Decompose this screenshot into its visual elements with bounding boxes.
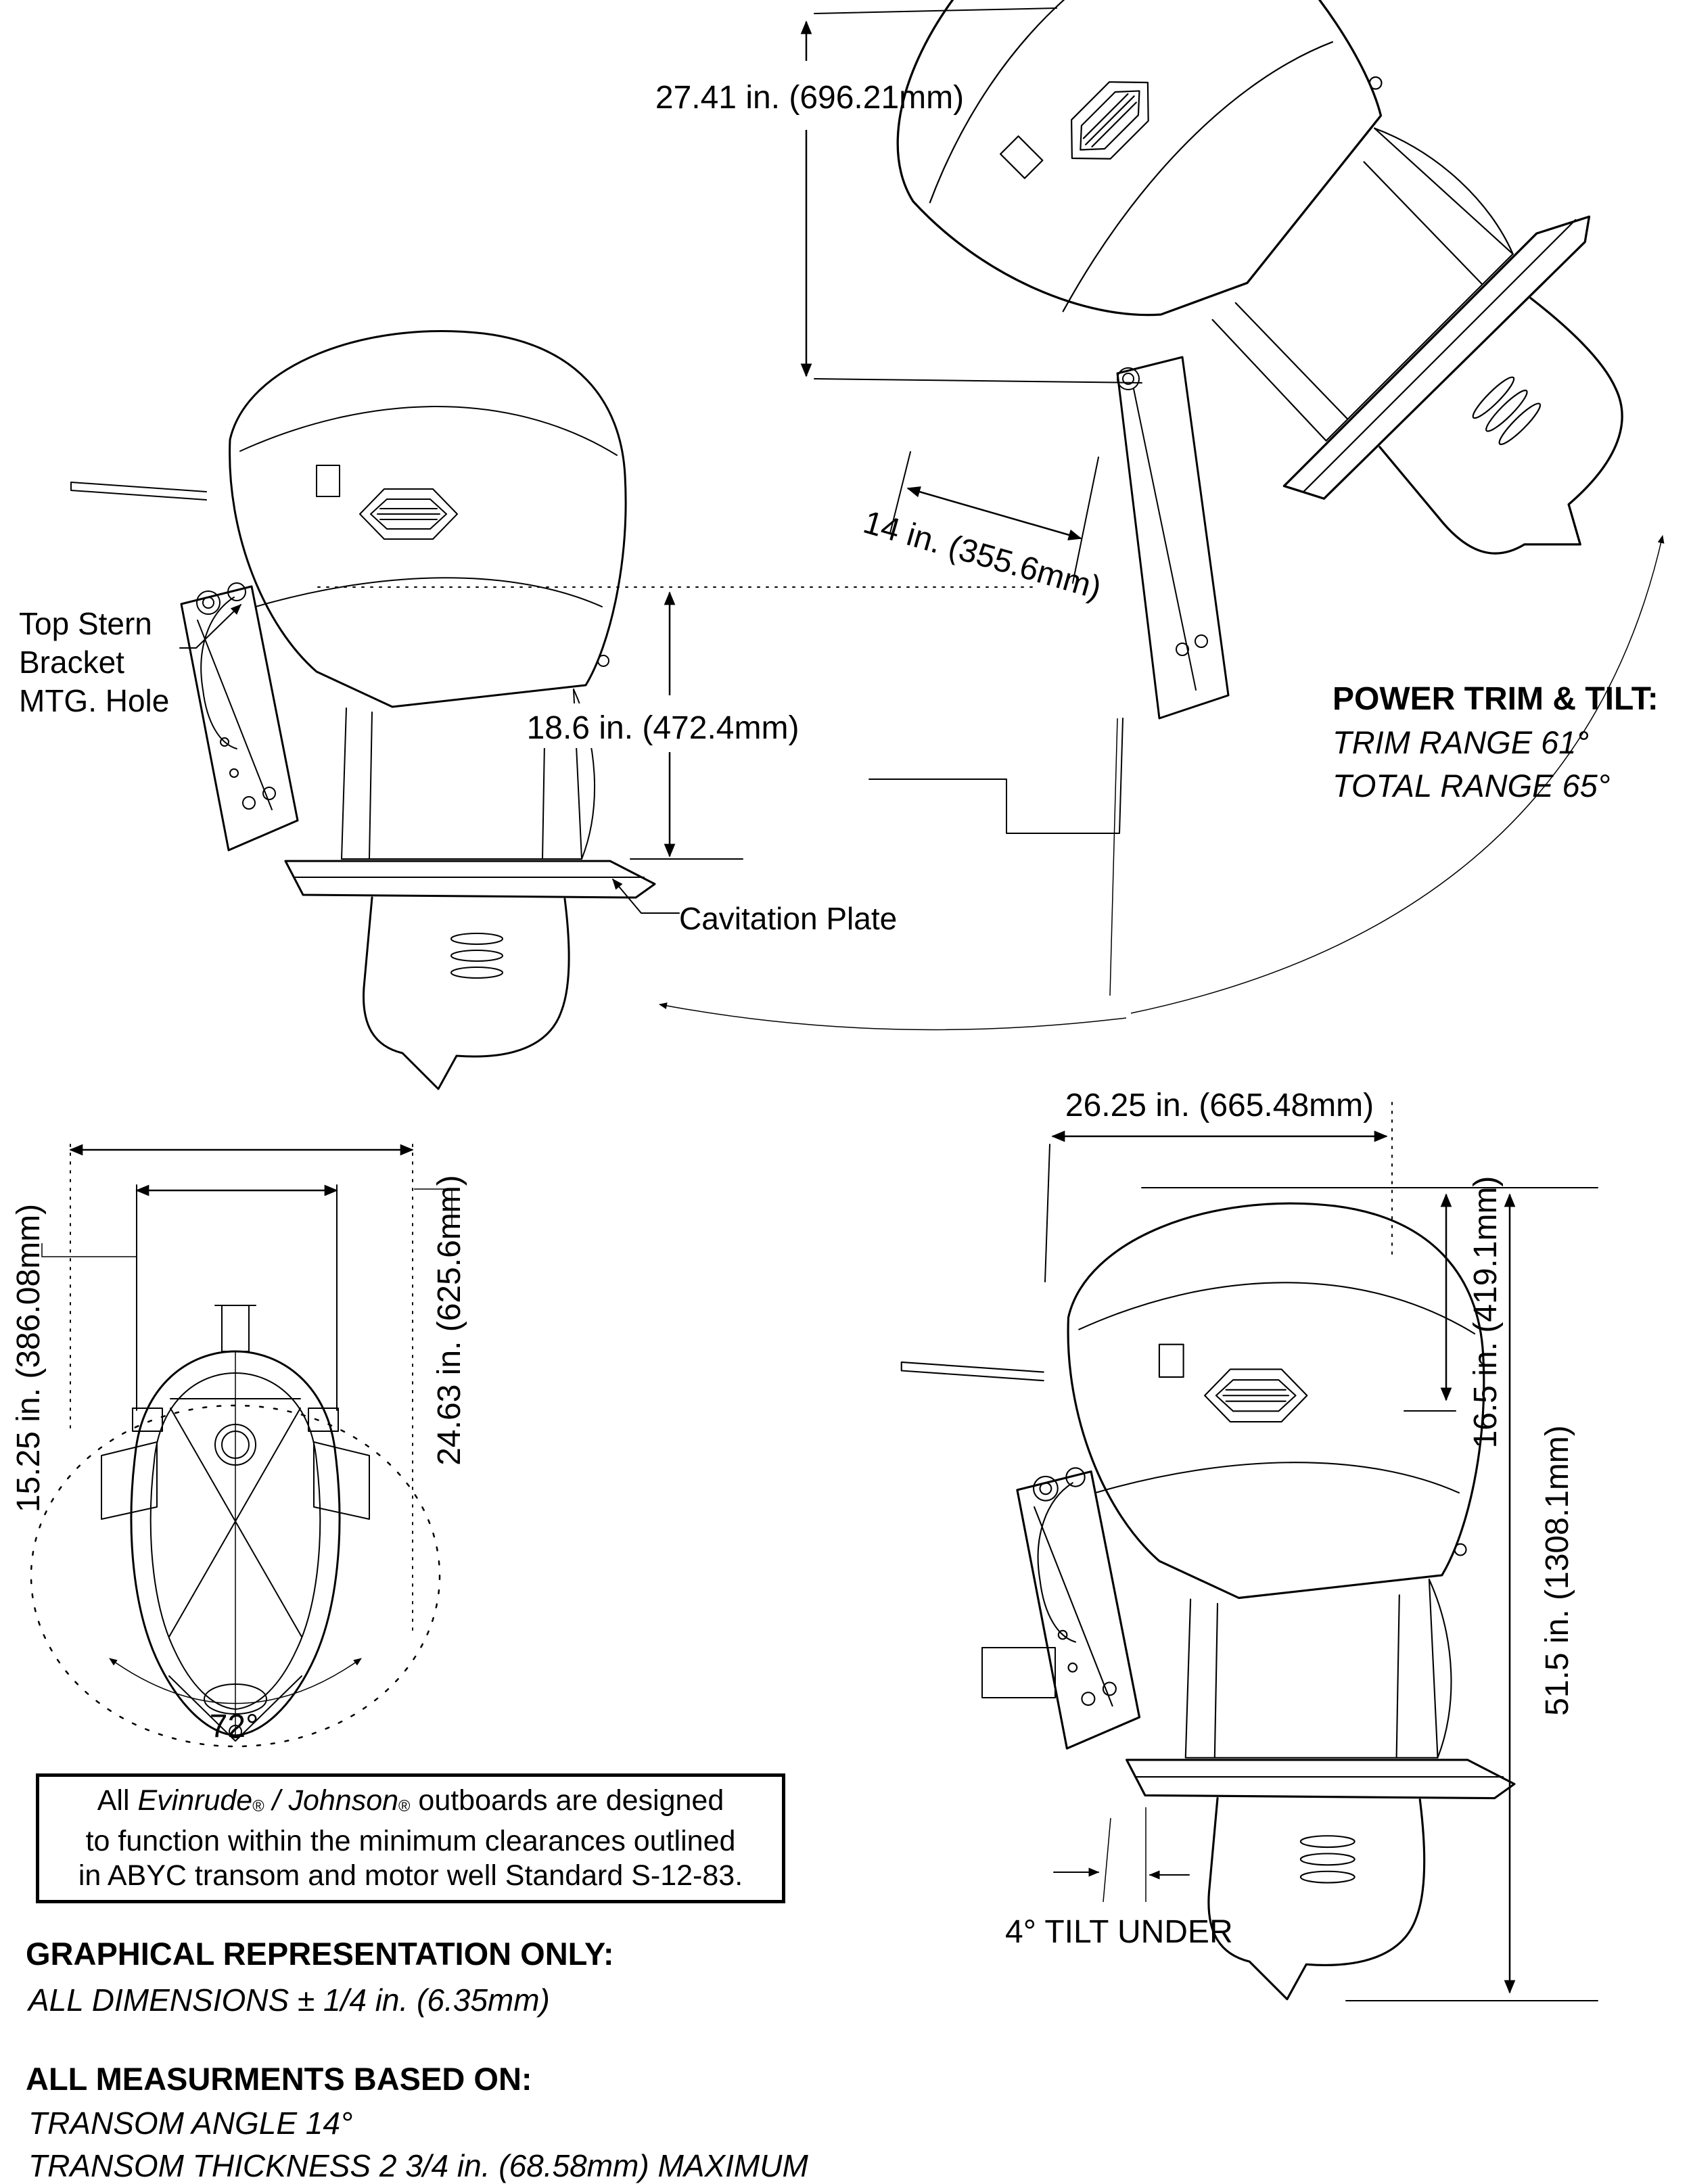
mount-block-left <box>133 1408 162 1431</box>
dim-14-label: 14 in. (355.6mm) <box>859 504 1105 607</box>
steering-shaft <box>222 1305 249 1351</box>
total-range-line: TOTAL RANGE 65° <box>1333 768 1611 804</box>
top-stern-bracket-label-line1: Top Stern <box>19 606 152 641</box>
transom-bracket-vertical <box>1117 357 1228 718</box>
dim-51-5-label: 51.5 in. (1308.1mm) <box>1539 1425 1575 1716</box>
dim-width-label: 15.25 in. (386.08mm) <box>11 1203 47 1513</box>
top-stern-bracket-label <box>19 605 169 720</box>
dim-14-label-group <box>860 505 1105 607</box>
graphical-representation-heading: GRAPHICAL REPRESENTATION ONLY: <box>26 1936 614 1972</box>
abyc-notice-line2: to function within the minimum clearances outlined <box>85 1824 736 1857</box>
pivot-extension-line <box>1110 718 1117 996</box>
view-front <box>11 1144 467 1746</box>
bracket-hole <box>1195 635 1207 647</box>
view-tilted <box>655 0 1691 1029</box>
dim-swing-label: 24.63 in. (625.6mm) <box>432 1175 467 1466</box>
dim-16-5-label-group <box>1468 1176 1504 1449</box>
notice-separator: / <box>264 1784 289 1817</box>
boat-transom-step <box>869 718 1123 833</box>
registered-mark-icon: ® <box>398 1797 411 1815</box>
top-stern-bracket-label-line3: MTG. Hole <box>19 683 170 718</box>
transom-angle-note: TRANSOM ANGLE 14° <box>28 2106 353 2141</box>
power-trim-tilt-title: POWER TRIM & TILT: <box>1333 681 1659 717</box>
measurements-based-on-heading: ALL MEASURMENTS BASED ON: <box>26 2061 532 2097</box>
abyc-notice-line1 <box>43 1784 778 1824</box>
registered-mark-icon: ® <box>252 1797 264 1815</box>
trim-range-line: TRIM RANGE 61° <box>1333 724 1590 760</box>
power-trim-tilt-block <box>1333 678 1659 808</box>
dim-26-25-ext-left <box>1045 1144 1050 1282</box>
transom-thickness-note: TRANSOM THICKNESS 2 3/4 in. (68.58mm) MAXIMUM <box>28 2148 808 2183</box>
dim-27-41-label: 27.41 in. (696.21mm) <box>655 80 965 116</box>
view-side-vertical <box>71 331 1036 1089</box>
bracket-wing-right <box>314 1442 369 1519</box>
total-range-arc <box>659 1004 1126 1029</box>
boat-transom-step <box>982 1648 1055 1698</box>
top-stern-bracket-label-line2: Bracket <box>19 645 124 680</box>
dim-27-41-bottom-ext <box>814 379 1142 383</box>
dim-51-5-label-group <box>1539 1425 1575 1716</box>
dim-26-25-label: 26.25 in. (665.48mm) <box>1065 1088 1374 1123</box>
bracket-wing-left <box>101 1442 157 1519</box>
mount-block-right <box>308 1408 338 1431</box>
notice-suffix: outboards are designed <box>410 1784 724 1817</box>
width-label-elbow <box>42 1243 137 1257</box>
dimensions-tolerance-note: ALL DIMENSIONS ± 1/4 in. (6.35mm) <box>28 1982 550 2018</box>
bracket-hole <box>1176 643 1188 655</box>
brand-johnson: Johnson <box>288 1784 399 1817</box>
cavitation-leader <box>613 879 679 913</box>
brand-evinrude: Evinrude <box>137 1784 253 1817</box>
abyc-notice-line3: in ABYC transom and motor well Standard S-12-83. <box>78 1859 743 1892</box>
tilt-ref-skeg-line <box>1103 1818 1111 1902</box>
view-side-right <box>902 1088 1598 2001</box>
abyc-notice-box <box>36 1773 785 1903</box>
tilt-under-label: 4° TILT UNDER <box>1005 1914 1233 1950</box>
dim-width-label-group <box>11 1204 47 1512</box>
dim-27-41-top-ext <box>814 8 1057 14</box>
cavitation-plate-label: Cavitation Plate <box>679 901 898 936</box>
dim-16-5-label: 16.5 in. (419.1mm) <box>1468 1176 1504 1449</box>
notice-prefix: All <box>97 1784 138 1817</box>
dim-18-6-label: 18.6 in. (472.4mm) <box>526 710 800 746</box>
dim-swing-label-group <box>432 1175 467 1466</box>
steering-angle-label: 72° <box>209 1709 259 1744</box>
